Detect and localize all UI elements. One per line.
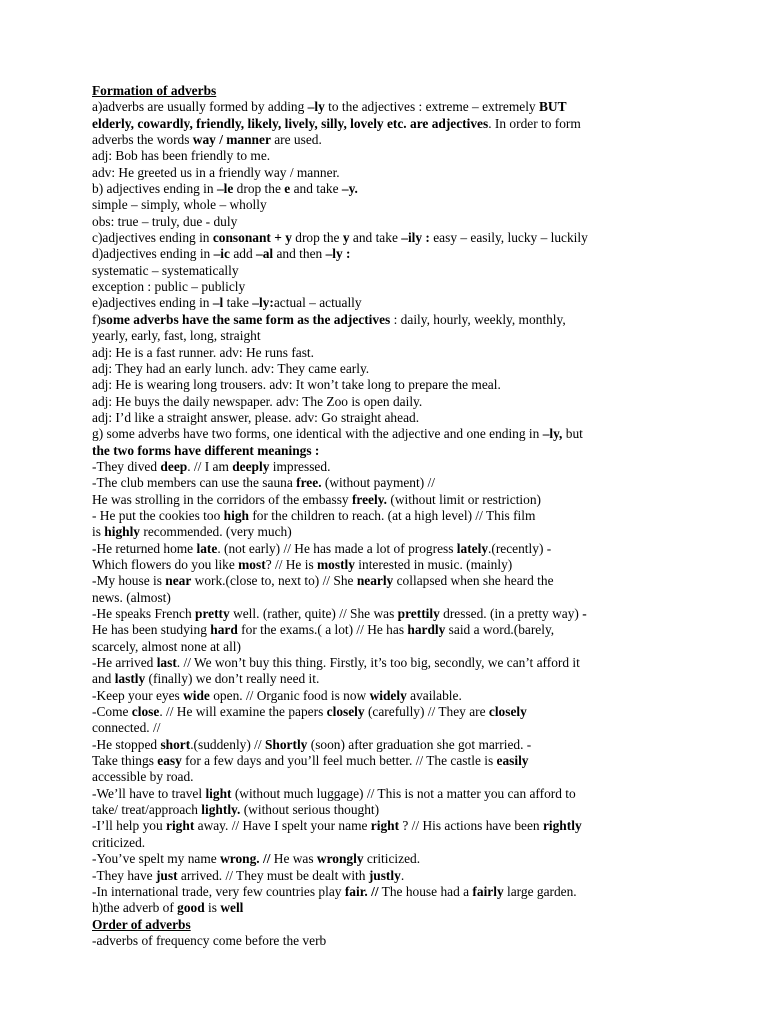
- text-run: (without serious thought): [240, 802, 380, 818]
- bold-text: –ly,: [542, 426, 563, 442]
- text-run: - He put the cookies too: [92, 507, 224, 523]
- text-run: He was: [270, 851, 317, 867]
- text-run: said a word.(barely,: [445, 622, 555, 638]
- text-run: b) adjectives ending in: [92, 181, 217, 197]
- text-line: [92, 606, 682, 622]
- text-run: and take: [290, 181, 342, 197]
- bold-text: short: [160, 736, 191, 752]
- text-run: -Come: [92, 704, 132, 720]
- text-run: ? // He is: [265, 556, 318, 572]
- text-line: [92, 197, 682, 213]
- text-run: yearly, early, fast, long, straight: [92, 328, 261, 344]
- text-run: . // I am: [187, 458, 233, 474]
- text-run: -My house is: [92, 573, 166, 589]
- text-line: [92, 818, 682, 834]
- text-run: is: [204, 900, 221, 916]
- section-heading-formation: Formation of adverbs: [92, 83, 217, 98]
- text-line: [92, 279, 682, 295]
- text-run: adj: I’d like a straight answer, please. adv: Go straight ahead.: [92, 409, 420, 425]
- text-run: (without much luggage) // This is not a matter you can afford to: [231, 785, 576, 801]
- text-line: [92, 753, 682, 769]
- text-line: [92, 246, 682, 262]
- text-run: and: [92, 671, 115, 687]
- text-line: [92, 737, 682, 753]
- text-line: [92, 459, 682, 475]
- bold-text: fair. //: [344, 883, 379, 899]
- bold-text: light: [205, 785, 232, 801]
- text-run: are used.: [270, 132, 322, 148]
- bold-text: near: [165, 573, 192, 589]
- text-line: [92, 410, 682, 426]
- text-run: g) some adverbs have two forms, one identical with the adjective and one ending in: [92, 426, 543, 442]
- text-line: [92, 116, 682, 132]
- text-run: add: [229, 246, 256, 262]
- bold-text: closely: [326, 704, 365, 720]
- text-run: -You’ve spelt my name: [92, 851, 221, 867]
- text-line: [92, 900, 682, 916]
- text-run: -They dived: [92, 458, 161, 474]
- text-run: criticized.: [363, 851, 421, 867]
- text-run: He was strolling in the corridors of the embassy: [92, 491, 352, 507]
- bold-text: easy: [157, 753, 182, 769]
- text-run: e)adjectives ending in: [92, 295, 213, 311]
- text-line: [92, 622, 682, 638]
- text-line: [92, 541, 682, 557]
- text-run: adj: He buys the daily newspaper. adv: The Zoo is open daily.: [92, 393, 423, 409]
- text-run: for a few days and you’ll feel much better. // The castle is: [181, 753, 497, 769]
- text-run: (without limit or restriction): [387, 491, 541, 507]
- bold-text: fairly: [472, 883, 504, 899]
- text-run: adj: They had an early lunch. adv: They came early.: [92, 360, 370, 376]
- text-run: Take things: [92, 753, 158, 769]
- text-line: [92, 345, 682, 361]
- text-run: adv: He greeted us in a friendly way / manner.: [92, 164, 340, 180]
- bold-text: –y.: [341, 181, 358, 197]
- text-run: (without payment) //: [321, 475, 435, 491]
- text-run: dressed. (in a pretty way): [439, 606, 583, 621]
- text-line: [92, 590, 682, 606]
- text-run: -He stopped: [92, 736, 161, 752]
- text-line: [92, 295, 682, 311]
- text-line: [92, 639, 682, 655]
- text-line: [92, 263, 682, 279]
- text-line: [92, 99, 682, 115]
- text-run: adj: Bob has been friendly to me.: [92, 148, 271, 164]
- text-run: and then: [273, 246, 326, 262]
- order-body: [92, 933, 682, 949]
- text-run: c)adjectives ending in: [92, 230, 213, 246]
- text-run: -I’ll help you: [92, 818, 167, 834]
- text-run: h)the adverb of: [92, 900, 178, 916]
- text-run: -In international trade, very few countries play: [92, 883, 345, 899]
- text-run: . In order to form: [488, 115, 581, 131]
- bold-text: e: [284, 181, 291, 197]
- bold-text: just: [155, 867, 178, 883]
- text-run: away. // Have I spelt your name: [194, 818, 371, 834]
- text-line: [92, 361, 682, 377]
- text-run: -He speaks French: [92, 606, 195, 621]
- text-run: adj: He is a fast runner. adv: He runs fast.: [92, 344, 314, 360]
- bold-text: pretty: [195, 606, 230, 621]
- text-run: drop the: [291, 230, 343, 246]
- bold-text: BUT: [538, 99, 567, 115]
- bold-text: wrongly: [316, 851, 364, 867]
- text-run: a)adverbs are usually formed by adding: [92, 99, 308, 115]
- bold-text: –ly :: [325, 246, 351, 262]
- bold-text: good: [177, 900, 205, 916]
- text-run: but: [562, 426, 583, 442]
- text-run: and take: [349, 230, 402, 246]
- bold-text: consonant + y: [212, 230, 292, 246]
- bold-text: –ly: [307, 99, 325, 115]
- bold-text: easily: [496, 753, 529, 769]
- text-run: . // We won’t buy this thing. Firstly, it’s too big, secondly, we can’t afford it: [176, 655, 580, 671]
- bold-text: mostly: [317, 556, 355, 572]
- bold-text: wrong. //: [220, 851, 271, 867]
- text-run: is: [92, 524, 105, 540]
- bold-text: widely: [369, 687, 407, 703]
- text-run: impressed.: [269, 458, 331, 474]
- text-line: [92, 573, 682, 589]
- text-run: accessible by road.: [92, 769, 194, 785]
- text-line: [92, 475, 682, 491]
- text-line: [92, 655, 682, 671]
- text-line: [92, 443, 682, 459]
- bold-text: –al: [256, 246, 274, 262]
- text-run: for the children to reach. (at a high level) // This film: [248, 507, 536, 523]
- bold-text: free.: [296, 475, 322, 491]
- text-run: ? // His actions have been: [399, 818, 543, 834]
- text-run: work.(close to, next to) // She: [191, 573, 357, 589]
- bold-text: some adverbs have the same form as the adjectives: [100, 311, 391, 327]
- text-line: [92, 492, 682, 508]
- bold-text: well: [220, 900, 244, 916]
- text-line: [92, 214, 682, 230]
- text-line: [92, 148, 682, 164]
- text-line: [92, 426, 682, 442]
- text-run: d)adjectives ending in: [92, 246, 214, 262]
- text-line: [92, 557, 682, 573]
- text-line: [92, 704, 682, 720]
- text-run: . (not early) // He has made a lot of progress: [217, 540, 457, 556]
- text-run: Which flowers do you like: [92, 556, 239, 572]
- text-run: (soon) after graduation she got married. -: [307, 736, 532, 752]
- text-line: [92, 720, 682, 736]
- text-run: criticized.: [92, 834, 146, 850]
- text-run: .(recently) -: [488, 540, 552, 556]
- bold-text: Shortly: [264, 736, 308, 752]
- text-run: open. // Organic food is now: [209, 687, 370, 703]
- text-line: [92, 868, 682, 884]
- bold-text: –ly:: [252, 295, 274, 311]
- text-line: [92, 328, 682, 344]
- text-run: (finally) we don’t really need it.: [145, 671, 320, 687]
- bold-text: way / manner: [192, 132, 271, 148]
- formation-body: [92, 99, 682, 916]
- bold-text: deeply: [232, 458, 270, 474]
- bold-text: lastly: [114, 671, 146, 687]
- bold-text: deep: [160, 458, 188, 474]
- text-run: to the adjectives : extreme – extremely: [324, 99, 539, 115]
- text-line: [92, 688, 682, 704]
- bold-text: high: [223, 507, 249, 523]
- text-run: . // He will examine the papers: [159, 704, 327, 720]
- bold-text: rightly: [542, 818, 582, 834]
- text-line: [92, 508, 682, 524]
- bold-text: –le: [216, 181, 234, 197]
- text-run: The house had a: [378, 883, 473, 899]
- bold-text: wide: [183, 687, 210, 703]
- text-line: [92, 884, 682, 900]
- text-line: [92, 132, 682, 148]
- text-run: -Keep your eyes: [92, 687, 184, 703]
- bold-text: lately: [456, 540, 489, 556]
- text-line: [92, 230, 682, 246]
- text-run: take: [223, 295, 253, 311]
- text-run: scarcely, almost none at all): [92, 638, 241, 654]
- text-run: : daily, hourly, weekly, monthly,: [390, 311, 566, 327]
- text-run: -The club members can use the sauna: [92, 475, 297, 491]
- bold-text: last: [156, 655, 177, 671]
- text-run: recommended. (very much): [140, 524, 292, 540]
- text-run: collapsed when she heard the: [393, 573, 554, 589]
- text-run: well. (rather, quite) // She was: [229, 606, 398, 621]
- text-run: -adverbs of frequency come before the verb: [92, 932, 327, 948]
- bold-text: y: [342, 230, 350, 246]
- bold-text: late: [196, 540, 218, 556]
- bold-text: –l: [212, 295, 224, 311]
- text-run: obs: true – truly, due - duly: [92, 213, 238, 229]
- bold-text: hard: [210, 622, 238, 638]
- bold-text: lightly.: [201, 802, 241, 818]
- bold-text: -: [582, 606, 587, 621]
- text-run: f): [92, 311, 101, 327]
- text-run: connected. //: [92, 720, 161, 736]
- text-run: adverbs the words: [92, 132, 193, 148]
- bold-text: most: [238, 556, 266, 572]
- document-page: [92, 83, 682, 949]
- text-line: [92, 835, 682, 851]
- text-run: available.: [406, 687, 462, 703]
- text-run: exception : public – publicly: [92, 279, 246, 295]
- bold-text: –ily :: [401, 230, 430, 246]
- text-run: He has been studying: [92, 622, 211, 638]
- text-run: systematic – systematically: [92, 262, 239, 278]
- text-run: -We’ll have to travel: [92, 785, 206, 801]
- text-line: [92, 181, 682, 197]
- bold-text: highly: [104, 524, 141, 540]
- text-run: .(suddenly) //: [190, 736, 265, 752]
- bold-text: close: [131, 704, 160, 720]
- bold-text: –ic: [213, 246, 230, 262]
- text-run: adj: He is wearing long trousers. adv: It won’t take long to prepare the meal.: [92, 377, 501, 393]
- text-run: for the exams.( a lot) // He has: [237, 622, 408, 638]
- bold-text: elderly, cowardly, friendly, likely, lively, silly, lovely etc. are adjectives: [92, 115, 489, 131]
- text-line: [92, 377, 682, 393]
- text-line: [92, 671, 682, 687]
- text-line: [92, 394, 682, 410]
- text-run: arrived. // They must be dealt with: [177, 867, 369, 883]
- text-line: [92, 786, 682, 802]
- bold-text: freely.: [351, 491, 388, 507]
- text-run: simple – simply, whole – wholly: [92, 197, 267, 213]
- text-run: -He returned home: [92, 540, 197, 556]
- bold-text: closely: [488, 704, 527, 720]
- text-run: large garden.: [503, 883, 577, 899]
- text-line: [92, 802, 682, 818]
- text-run: -He arrived: [92, 655, 157, 671]
- bold-text: nearly: [356, 573, 394, 589]
- bold-text: right: [370, 818, 400, 834]
- bold-text: right: [166, 818, 195, 834]
- text-run: news. (almost): [92, 589, 171, 605]
- text-line: [92, 769, 682, 785]
- text-run: actual – actually: [273, 295, 362, 311]
- text-line: [92, 165, 682, 181]
- bold-text: the two forms have different meanings :: [92, 442, 320, 458]
- section-heading-order: Order of adverbs: [92, 916, 191, 932]
- text-line: [92, 524, 682, 540]
- text-run: interested in music. (mainly): [354, 556, 513, 572]
- text-run: -They have: [92, 867, 156, 883]
- text-run: take/ treat/approach: [92, 802, 202, 818]
- bold-text: hardly: [407, 622, 446, 638]
- text-line: [92, 851, 682, 867]
- text-line: [92, 312, 682, 328]
- text-run: drop the: [233, 181, 285, 197]
- text-run: easy – easily, lucky – luckily: [429, 230, 588, 246]
- text-line: [92, 933, 682, 949]
- bold-text: prettily: [397, 606, 440, 621]
- text-run: .: [400, 867, 405, 883]
- bold-text: justly: [368, 867, 401, 883]
- text-run: (carefully) // They are: [364, 704, 489, 720]
